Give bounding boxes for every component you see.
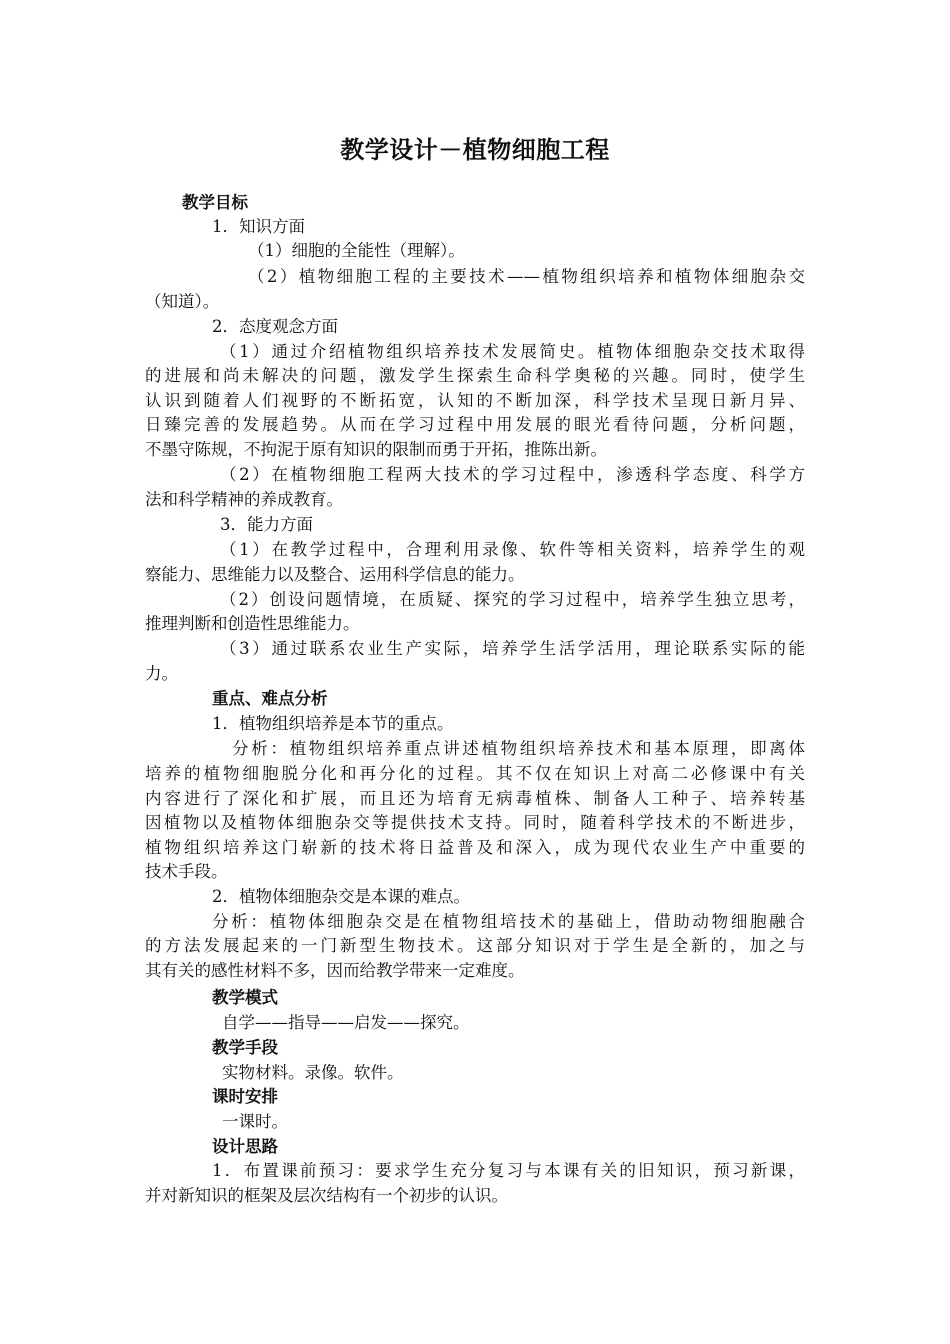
heading-teaching-means: 教学手段 [212,1038,278,1057]
class-hours-text: 一课时。 [222,1112,288,1131]
design-idea-1-line-1: 1．布置课前预习：要求学生充分复习与本课有关的旧知识，预习新课， [212,1161,805,1180]
goal-3-item-2-line-1: （2）创设问题情境，在质疑、探究的学习过程中，培养学生独立思考， [220,590,805,609]
goal-3-item-3-line-2: 力。 [145,664,178,683]
goal-3-item-2-line-2: 推理判断和创造性思维能力。 [145,614,360,633]
goal-2-heading: 2．态度观念方面 [212,317,338,336]
goal-1-item-2-line-2: （知道）。 [145,292,220,311]
goal-3-item-1-line-1: （1）在教学过程中，合理利用录像、软件等相关资料，培养学生的观 [220,540,805,559]
heading-design-ideas: 设计思路 [212,1137,278,1156]
goal-3-heading: 3．能力方面 [220,515,313,534]
goal-2-item-1-line-5: 不墨守陈规，不拘泥于原有知识的限制而勇于开拓，推陈出新。 [145,440,607,459]
key-point-1-analysis-line-3: 内容进行了深化和扩展，而且还为培育无病毒植株、制备人工种子、培养转基 [145,789,805,808]
goal-1-item-1: （1）细胞的全能性（理解）。 [248,241,465,260]
key-point-2-analysis-line-1: 分析：植物体细胞杂交是在植物组培技术的基础上，借助动物细胞融合 [212,912,805,931]
key-point-1-analysis-line-6: 技术手段。 [145,862,228,881]
goal-2-item-1-line-4: 日臻完善的发展趋势。从而在学习过程中用发展的眼光看待问题，分析问题， [145,415,805,434]
key-point-2-analysis-line-2: 的方法发展起来的一门新型生物技术。这部分知识对于学生是全新的，加之与 [145,936,805,955]
goal-2-item-1-line-1: （1）通过介绍植物组织培养技术发展简史。植物体细胞杂交技术取得 [220,342,805,361]
goal-2-item-1-line-3: 认识到随着人们视野的不断拓宽，认知的不断加深，科学技术呈现日新月异、 [145,391,805,410]
document-title: 教学设计－植物细胞工程 [340,136,610,164]
design-idea-1-line-2: 并对新知识的框架及层次结构有一个初步的认识。 [145,1186,508,1205]
goal-2-item-2-line-1: （2）在植物细胞工程两大技术的学习过程中，渗透科学态度、科学方 [220,465,805,484]
key-point-1-analysis-line-4: 因植物以及植物体细胞杂交等提供技术支持。同时，随着科学技术的不断进步， [145,813,805,832]
key-point-1-analysis-line-2: 培养的植物细胞脱分化和再分化的过程。其不仅在知识上对高二必修课中有关 [145,764,805,783]
key-point-2: 2．植物体细胞杂交是本课的难点。 [212,887,470,906]
heading-key-difficult-points: 重点、难点分析 [212,689,328,708]
goal-3-item-3-line-1: （3）通过联系农业生产实际，培养学生活学活用，理论联系实际的能 [220,639,805,658]
goal-2-item-1-line-2: 的进展和尚未解决的问题，激发学生探索生命科学奥秘的兴趣。同时，使学生 [145,366,805,385]
heading-teaching-mode: 教学模式 [212,988,278,1007]
key-point-1: 1．植物组织培养是本节的重点。 [212,714,454,733]
goal-3-item-1-line-2: 察能力、思维能力以及整合、运用科学信息的能力。 [145,565,525,584]
goal-1-heading: 1．知识方面 [212,217,305,236]
key-point-1-analysis-line-1: 分析：植物组织培养重点讲述植物组织培养技术和基本原理，即离体 [232,739,805,758]
key-point-1-analysis-line-5: 植物组织培养这门崭新的技术将日益普及和深入，成为现代农业生产中重要的 [145,838,805,857]
heading-class-hours: 课时安排 [212,1087,278,1106]
teaching-mode-text: 自学——指导——启发——探究。 [222,1013,470,1032]
teaching-means-text: 实物材料。录像。软件。 [222,1063,404,1082]
heading-teaching-goals: 教学目标 [182,193,248,212]
goal-2-item-2-line-2: 法和科学精神的养成教育。 [145,490,343,509]
goal-1-item-2-line-1: （2）植物细胞工程的主要技术——植物组织培养和植物体细胞杂交 [248,267,805,286]
key-point-2-analysis-line-3: 其有关的感性材料不多，因而给教学带来一定难度。 [145,961,525,980]
